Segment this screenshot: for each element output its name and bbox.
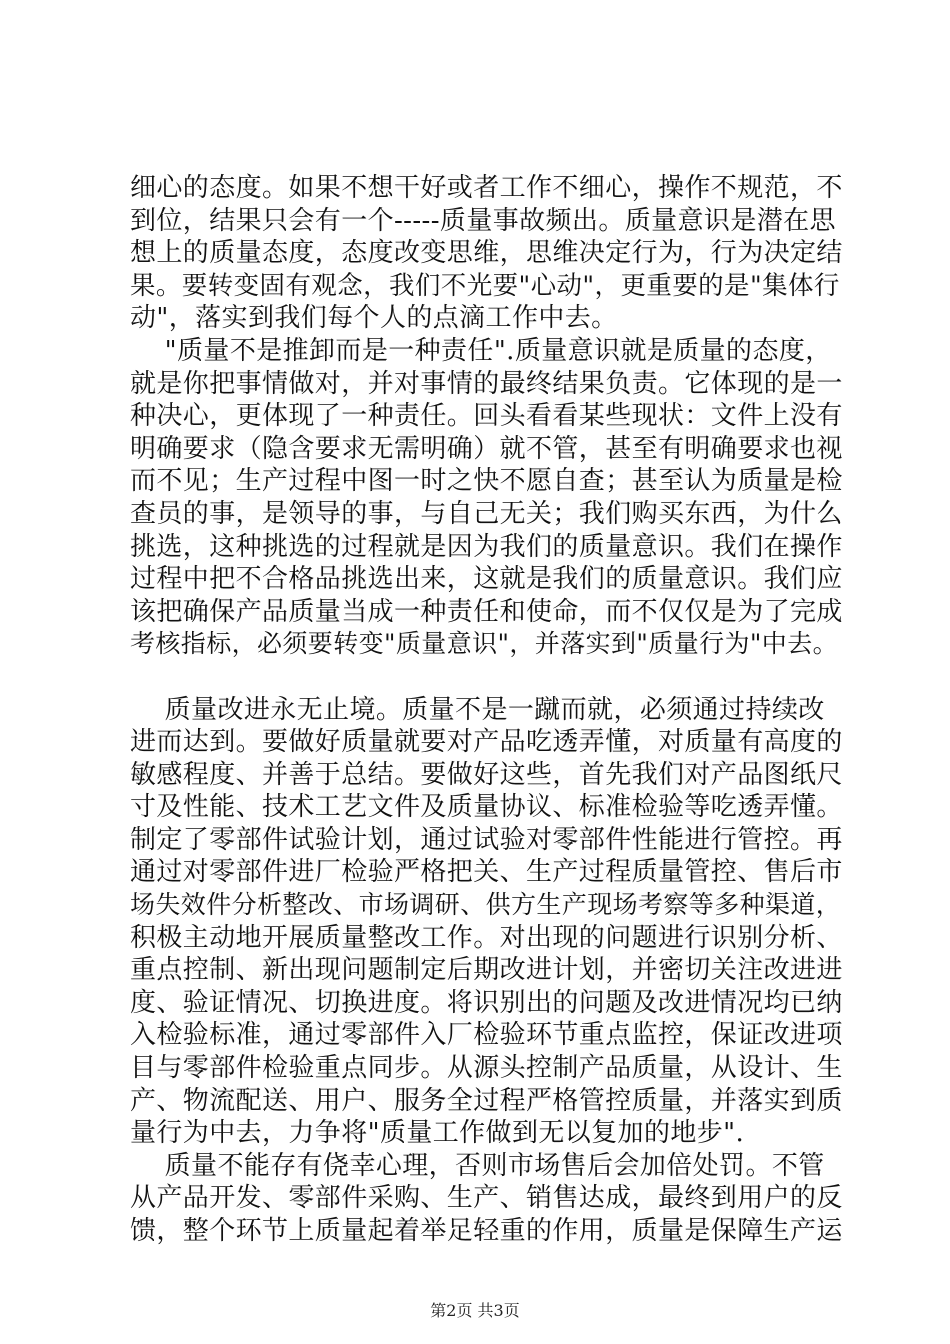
paragraph-2 bbox=[130, 335, 850, 661]
text-line: 果。要转变固有观念，我们不光要"心动"，更重要的是"集体行 bbox=[130, 270, 840, 301]
text-line: 敏感程度、并善于总结。要做好这些，首先我们对产品图纸尺 bbox=[130, 759, 843, 790]
text-line: 种决心，更体现了一种责任。回头看看某些现状：文件上没有 bbox=[130, 401, 843, 432]
text-line: 细心的态度。如果不想干好或者工作不细心，操作不规范，不 bbox=[130, 173, 843, 203]
paragraph-1 bbox=[130, 172, 850, 335]
paragraph-spacer bbox=[130, 661, 850, 694]
text-line: 就是你把事情做对，并对事情的最终结果负责。它体现的是一 bbox=[130, 368, 843, 399]
text-line: 质量不能存有侥幸心理，否则市场售后会加倍处罚。不管 bbox=[130, 1150, 825, 1181]
text-line: 查员的事，是领导的事，与自己无关；我们购买东西，为什么 bbox=[130, 498, 843, 529]
text-line: 馈，整个环节上质量起着举足轻重的作用，质量是保障生产运 bbox=[130, 1216, 843, 1246]
text-line: 目与零部件检验重点同步。从源头控制产品质量，从设计、生 bbox=[130, 1053, 843, 1084]
text-line: 产、物流配送、用户、服务全过程严格管控质量，并落实到质 bbox=[130, 1085, 843, 1116]
text-line: "质量不是推卸而是一种责任".质量意识就是质量的态度， bbox=[130, 335, 832, 366]
text-line: 制定了零部件试验计划，通过试验对零部件性能进行管控。再 bbox=[130, 824, 843, 855]
text-line: 动"，落实到我们每个人的点滴工作中去。 bbox=[130, 303, 618, 334]
text-line: 通过对零部件进厂检验严格把关、生产过程质量管控、售后市 bbox=[130, 857, 843, 888]
text-line: 积极主动地开展质量整改工作。对出现的问题进行识别分析、 bbox=[130, 922, 843, 953]
text-line: 而不见；生产过程中图一时之快不愿自查；甚至认为质量是检 bbox=[130, 466, 843, 497]
text-line: 挑选，这种挑选的过程就是因为我们的质量意识。我们在操作 bbox=[130, 531, 843, 562]
paragraph-4 bbox=[130, 1150, 850, 1248]
text-line: 过程中把不合格品挑选出来，这就是我们的质量意识。我们应 bbox=[130, 564, 843, 595]
text-line: 考核指标，必须要转变"质量意识"，并落实到"质量行为"中去。 bbox=[130, 629, 838, 659]
text-line: 从产品开发、零部件采购、生产、销售达成，最终到用户的反 bbox=[130, 1183, 843, 1214]
text-line: 入检验标准，通过零部件入厂检验环节重点监控，保证改进项 bbox=[130, 1020, 843, 1051]
text-line: 重点控制、新出现问题制定后期改进计划，并密切关注改进进 bbox=[130, 955, 843, 986]
text-line: 量行为中去，力争将"质量工作做到无以复加的地步". bbox=[130, 1118, 745, 1149]
text-line: 进而达到。要做好质量就要对产品吃透弄懂，对质量有高度的 bbox=[130, 727, 843, 758]
text-line: 寸及性能、技术工艺文件及质量协议、标准检验等吃透弄懂。 bbox=[130, 792, 843, 823]
text-line: 明确要求（隐含要求无需明确）就不管，甚至有明确要求也视 bbox=[130, 433, 843, 464]
text-line: 场失效件分析整改、市场调研、供方生产现场考察等多种渠道， bbox=[130, 890, 842, 920]
page-number-footer: 第2页 共3页 bbox=[430, 1301, 520, 1320]
text-line: 质量改进永无止境。质量不是一蹴而就，必须通过持续改 bbox=[130, 694, 825, 725]
text-line: 度、验证情况、切换进度。将识别出的问题及改进情况均已纳 bbox=[130, 987, 843, 1018]
text-line: 到位，结果只会有一个-----质量事故频出。质量意识是潜在思 bbox=[130, 205, 836, 236]
paragraph-3 bbox=[130, 694, 850, 1150]
document-body bbox=[130, 172, 850, 1248]
text-line: 该把确保产品质量当成一种责任和使命，而不仅仅是为了完成 bbox=[130, 596, 843, 627]
text-line: 想上的质量态度，态度改变思维，思维决定行为，行为决定结 bbox=[130, 238, 843, 269]
